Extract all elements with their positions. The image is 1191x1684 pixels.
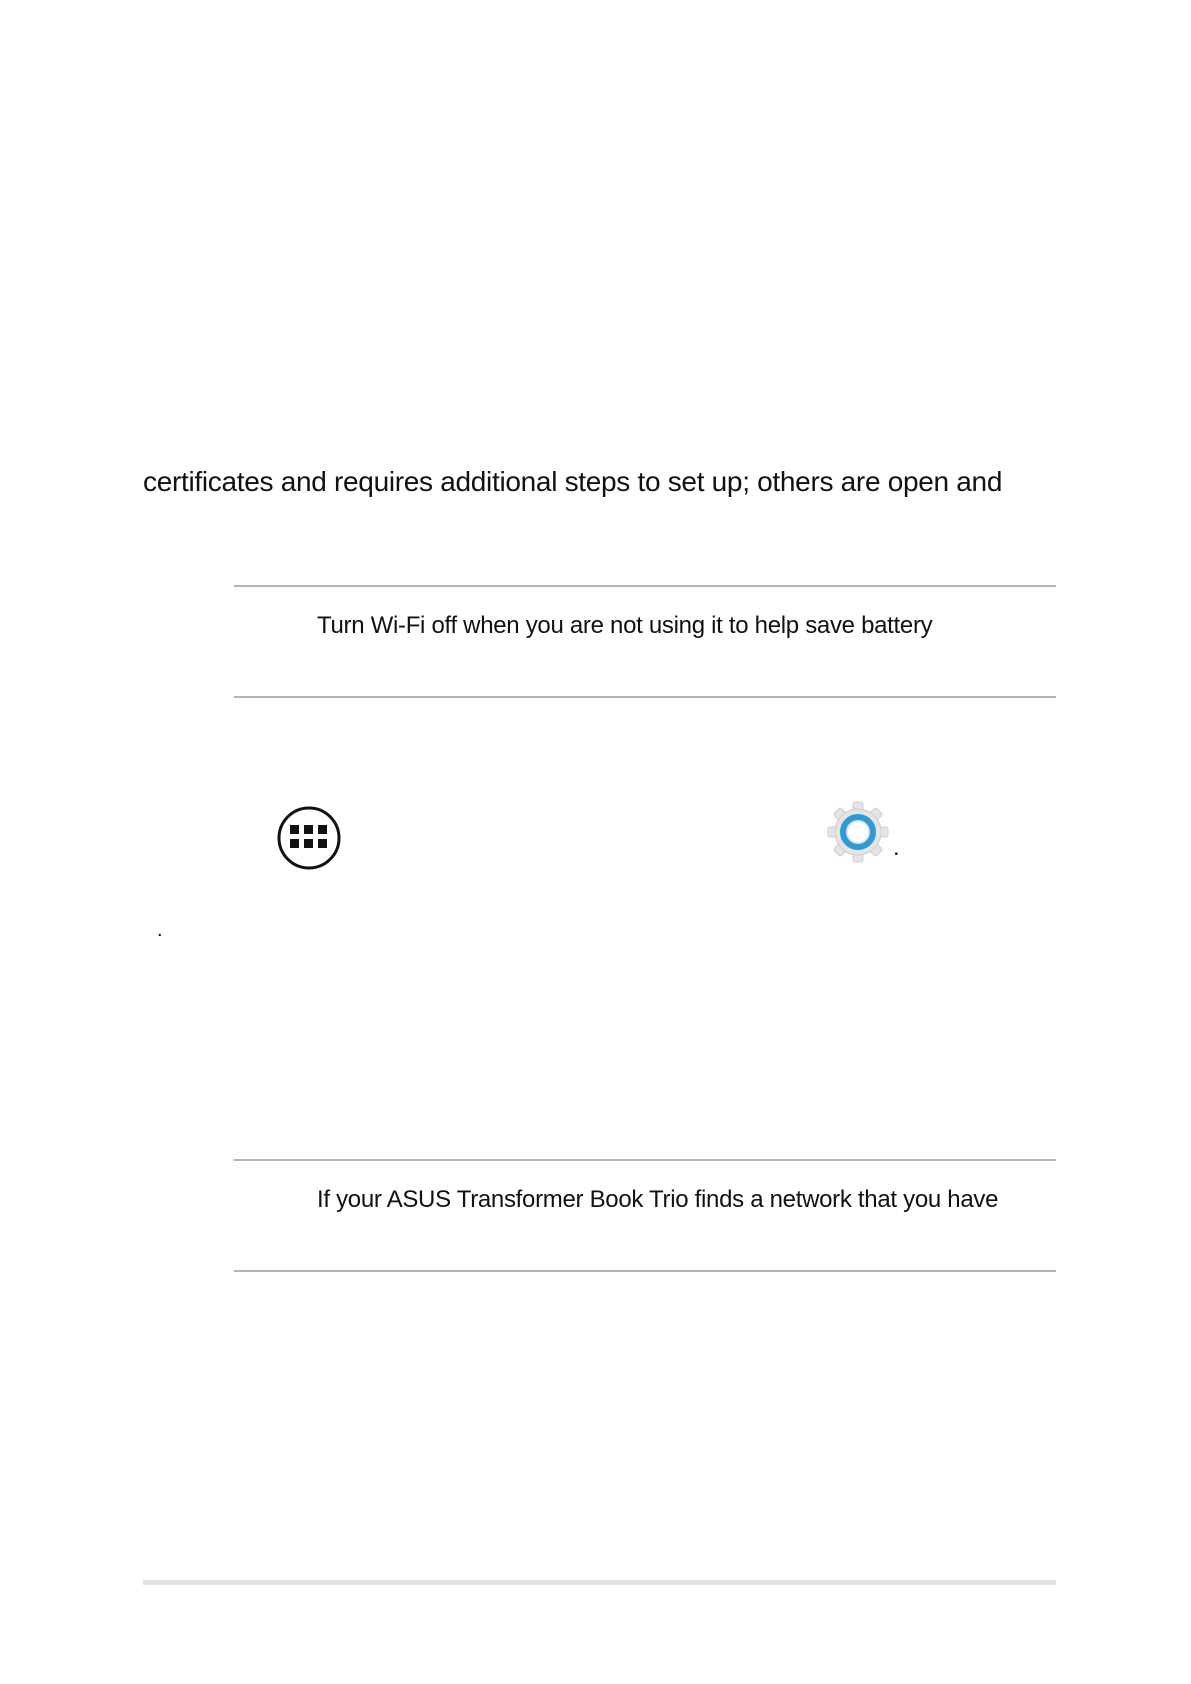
- stray-mark: .: [157, 919, 163, 941]
- body-text-line: certificates and requires additional steps to set up; others are open and: [143, 466, 1003, 497]
- note-top-rule: [234, 585, 1056, 587]
- all-apps-icon: [277, 806, 341, 870]
- note-top-rule: [234, 1159, 1056, 1161]
- note-text: If your ASUS Transformer Book Trio finds a network that you have: [317, 1186, 999, 1213]
- note-text: Turn Wi-Fi off when you are not using it to help save battery: [317, 612, 933, 639]
- note-bottom-rule: [234, 696, 1056, 698]
- note-bottom-rule: [234, 1270, 1056, 1272]
- step-punctuation: .: [893, 834, 900, 861]
- settings-gear-icon: [826, 800, 890, 864]
- footer-rule: [143, 1580, 1056, 1585]
